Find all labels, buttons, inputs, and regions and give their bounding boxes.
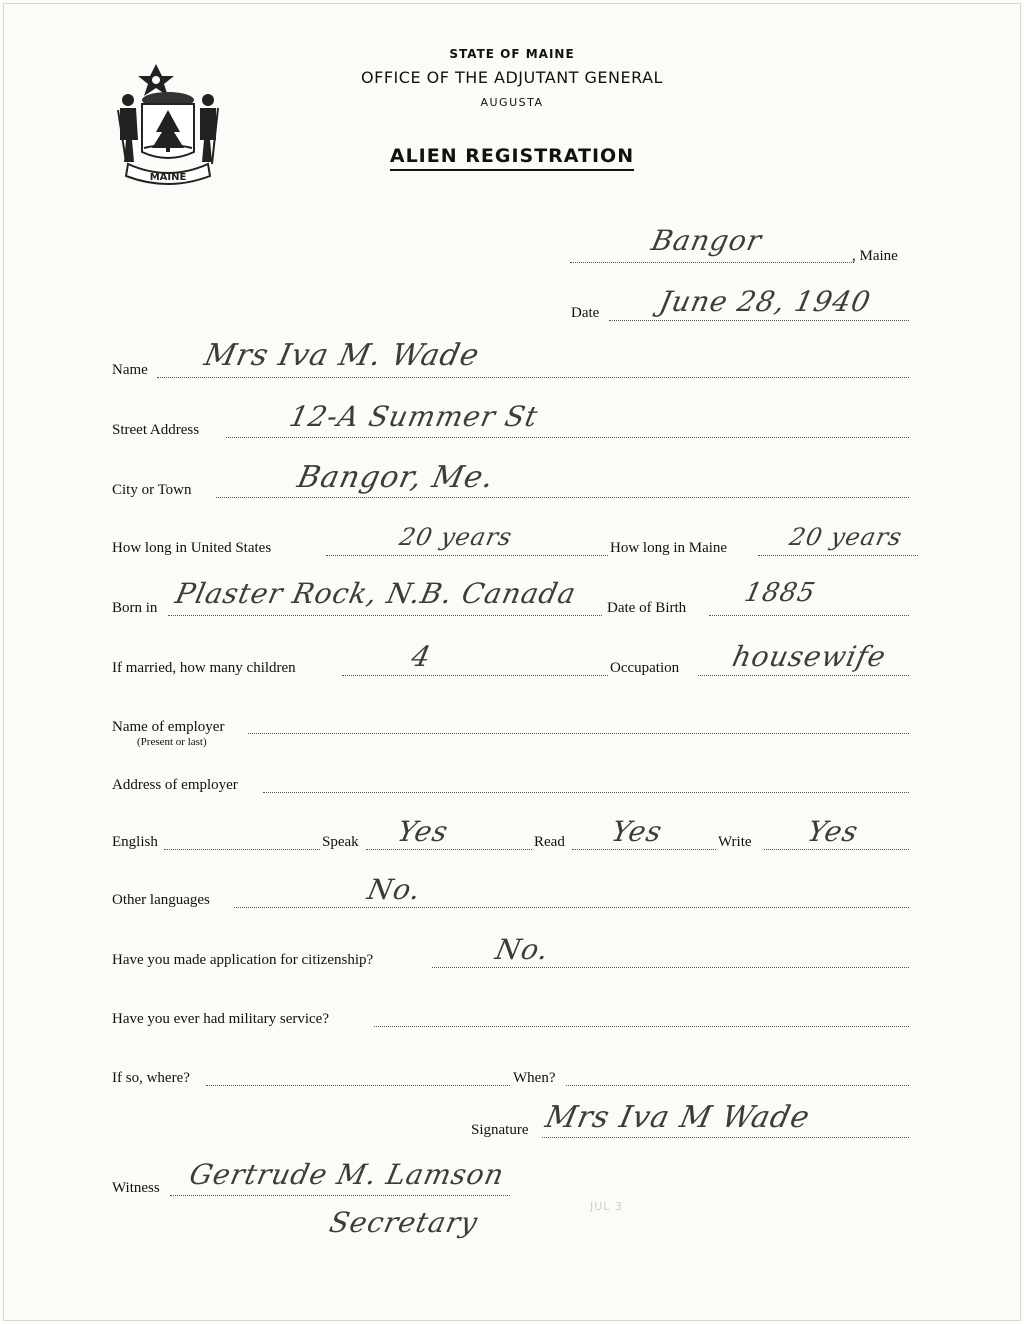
street-address-label: Street Address [112, 422, 200, 438]
how-long-us-entry: 20 years [397, 523, 516, 551]
signature-label: Signature [471, 1122, 529, 1138]
street-address-line [226, 437, 909, 438]
place-suffix-label: , Maine [852, 248, 898, 264]
write-line [764, 849, 909, 850]
read-line [572, 849, 716, 850]
where-line [206, 1085, 510, 1086]
seal-banner-text: MAINE [149, 172, 187, 183]
witness-entry: Gertrude M. Lamson [186, 1158, 508, 1191]
name-label: Name [112, 362, 148, 378]
children-line [342, 675, 608, 676]
when-label: When? [513, 1070, 556, 1086]
born-in-line [168, 615, 602, 616]
how-long-maine-entry: 20 years [787, 523, 906, 551]
city-line [216, 497, 909, 498]
city-entry: Bangor, Me. [294, 460, 498, 495]
employer-address-label: Address of employer [112, 777, 238, 793]
signature-entry: Mrs Iva M Wade [542, 1100, 814, 1135]
born-in-entry: Plaster Rock, N.B. Canada [172, 577, 580, 610]
header-city: AUGUSTA [480, 96, 544, 109]
read-label: Read [534, 834, 565, 850]
how-long-us-label: How long in United States [112, 540, 272, 556]
employer-sub-label: (Present or last) [137, 736, 207, 748]
when-line [566, 1085, 909, 1086]
speak-label: Speak [322, 834, 359, 850]
speak-line [366, 849, 532, 850]
header-state: STATE OF MAINE [449, 47, 575, 61]
place-entry: Bangor [648, 224, 765, 257]
employer-address-line [263, 792, 909, 793]
occupation-label: Occupation [610, 660, 680, 676]
children-label: If married, how many children [112, 660, 296, 676]
born-in-label: Born in [112, 600, 158, 616]
write-label: Write [718, 834, 752, 850]
employer-line [248, 733, 909, 734]
occupation-entry: housewife [729, 640, 890, 673]
witness-title-entry: Secretary [326, 1206, 482, 1239]
street-address-entry: 12-A Summer St [286, 400, 542, 433]
date-entry: June 28, 1940 [656, 285, 874, 318]
form-title-text: ALIEN REGISTRATION [390, 145, 634, 171]
write-entry: Yes [804, 815, 862, 848]
date-of-birth-entry: 1885 [741, 578, 819, 608]
occupation-line [698, 675, 909, 676]
military-service-label: Have you ever had military service? [112, 1011, 329, 1027]
citizenship-entry: No. [492, 933, 553, 966]
how-long-maine-line [758, 555, 918, 556]
name-entry: Mrs Iva M. Wade [201, 338, 483, 373]
witness-line [170, 1195, 510, 1196]
citizenship-line [432, 967, 909, 968]
how-long-us-line [326, 555, 608, 556]
citizenship-label: Have you made application for citizenship? [112, 952, 374, 968]
employer-label: Name of employer [112, 719, 225, 735]
form-title [0, 145, 1024, 167]
english-label: English [112, 834, 158, 850]
received-stamp: JUL 3 [590, 1200, 623, 1213]
city-label: City or Town [112, 482, 192, 498]
name-line [157, 377, 909, 378]
signature-line [542, 1137, 909, 1138]
place-line [570, 262, 854, 263]
other-languages-label: Other languages [112, 892, 210, 908]
other-languages-entry: No. [364, 873, 425, 906]
english-line [164, 849, 320, 850]
speak-entry: Yes [394, 815, 452, 848]
where-label: If so, where? [112, 1070, 190, 1086]
read-entry: Yes [608, 815, 666, 848]
date-line [609, 320, 909, 321]
witness-label: Witness [112, 1180, 160, 1196]
date-of-birth-line [709, 615, 909, 616]
military-service-line [374, 1026, 909, 1027]
date-of-birth-label: Date of Birth [607, 600, 687, 616]
header-office: OFFICE OF THE ADJUTANT GENERAL [361, 68, 663, 87]
date-label: Date [571, 305, 600, 321]
other-languages-line [234, 907, 909, 908]
how-long-maine-label: How long in Maine [610, 540, 728, 556]
children-entry: 4 [408, 640, 435, 673]
